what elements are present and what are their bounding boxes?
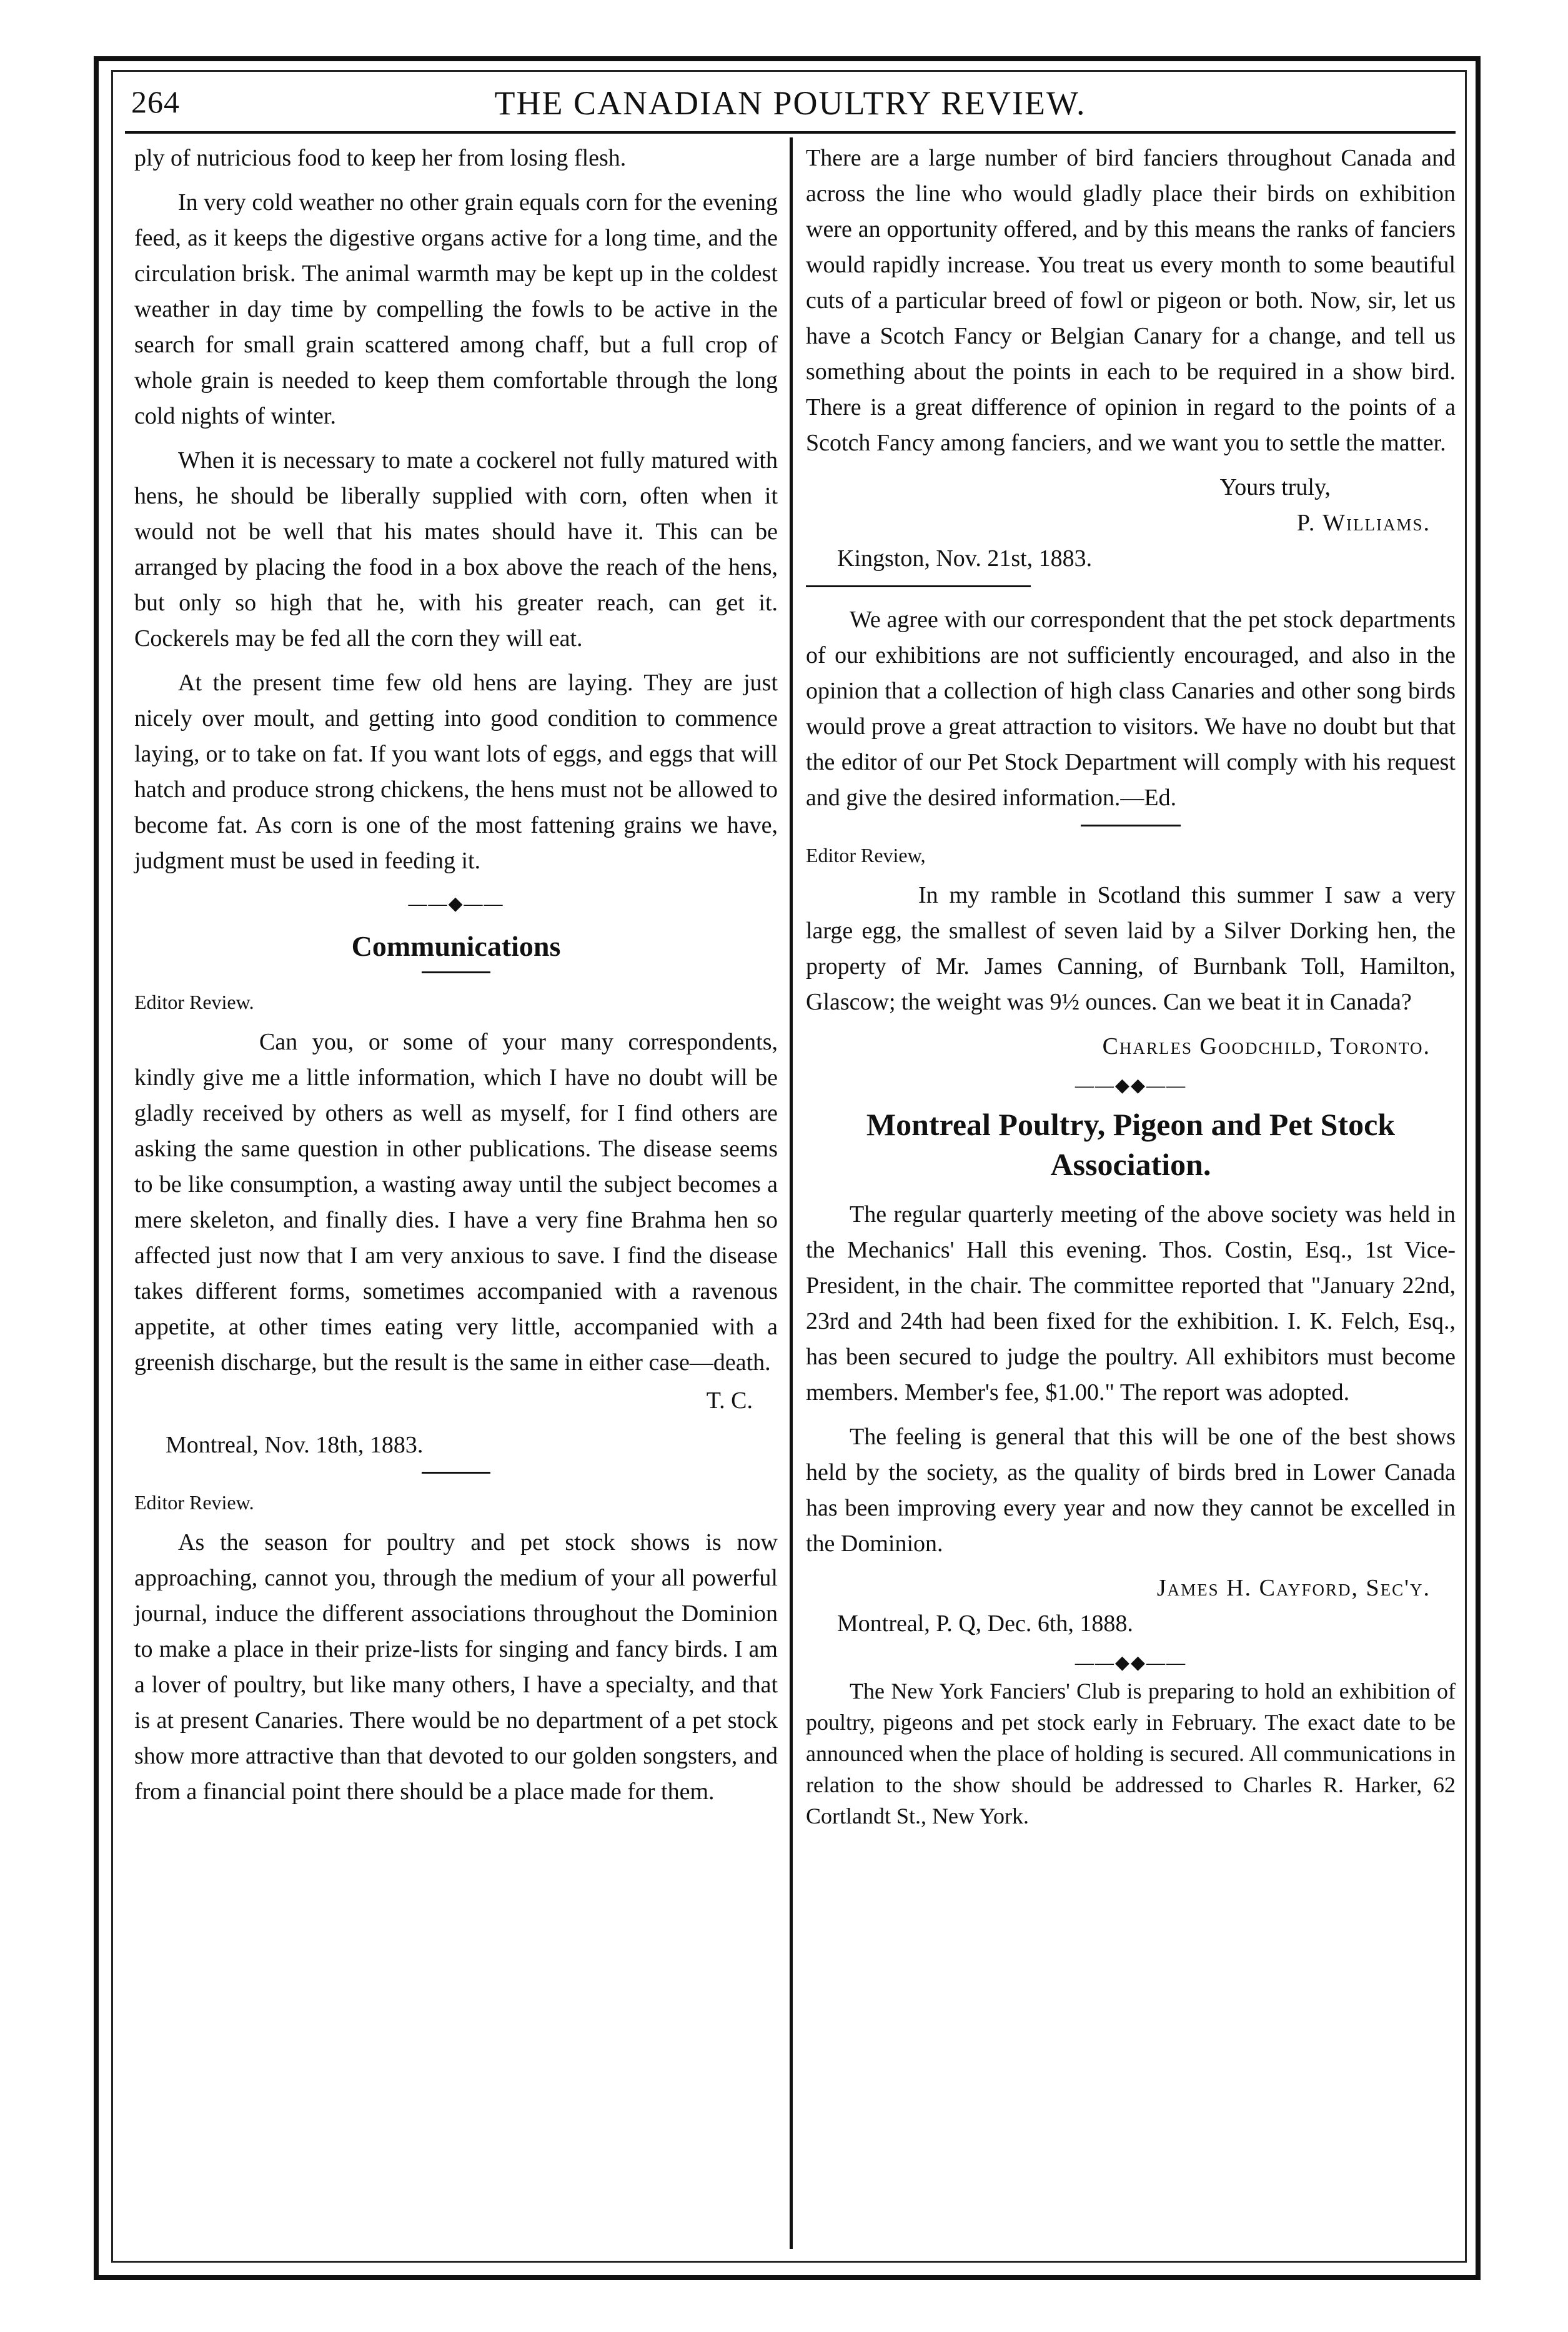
ornament-divider: ——◆◆—— [1074,1075,1187,1096]
letter-body-large-egg: In my ramble in Scotland this summer I saw a very large egg, the smallest of seven laid by a Silver Dorking hen, the property of Mr. James Canning, of Burnbank Toll, Hamilton, Glascow; the weight was 9½ ounces. Can we beat it in Canada? [806,882,1456,1015]
paragraph-cold-weather: In very cold weather no other grain equals corn for the evening feed, as it keeps the digestive organs active for a long time, and the circulation brisk. The animal warmth may be kept up in the coldest weather in day time by compelling the fowls to be active in the search for small grain scattered among chaff, but a full crop of whole grain is needed to keep them comfortable through the long cold nights of winter. [134,189,778,429]
letter-salutation: Editor Review. [134,991,254,1013]
letter-dateline-kingston: Kingston, Nov. 21st, 1883. [837,545,1093,572]
new-york-fanciers-notice: The New York Fanciers' Club is preparing to hold an exhibition of poultry, pigeons and pet stock early in February. The exact date to be announced when the place of holding is secured. All communications in relation to the show should be addressed to Charles R. Harker, 62 Cortlandt St., New York. [806,1679,1456,1828]
letter-salutation: Editor Review, [806,844,926,866]
letter-signature-goodchild: Charles Goodchild, Toronto. [1102,1033,1431,1059]
section-heading-communications: Communications [351,930,561,962]
left-column [134,141,778,1818]
letter-signature-tc: T. C. [706,1387,753,1414]
column-divider [790,137,793,2249]
page-number: 264 [131,84,180,119]
letter-dateline-montreal: Montreal, Nov. 18th, 1883. [166,1432,424,1458]
letter-signature-williams: P. Williams. [1296,510,1431,536]
letter-body-brahma: Can you, or some of your many correspondents, kindly give me a little information, which I have no doubt will be gladly received by others as well as myself, for I find others are asking the same question in other publications. The disease seems to be like consumption, a wasting away until the subject becomes a mere skeleton, and finally dies. I have a very fine Brahma hen so affected just now that I am very anxious to save. I find the disease takes different forms, sometimes accompanied with a ravenous appetite, at other times eating very little, accompanied with a greenish discharge, but the result is the same in either case—death. [134,1029,778,1376]
journal-title: THE CANADIAN POULTRY REVIEW. [494,84,1086,122]
short-rule [1081,825,1181,826]
association-feeling: The feeling is general that this will be one of the best shows held by the society, as the quality of birds bred in Lower Canada has been improving every year and now they cannot be excelled in the Dominion. [806,1424,1456,1557]
paragraph-cockerel: When it is necessary to mate a cockerel not fully matured with hens, he should be liberally supplied with corn, often when it would not be well that his mates should have it. This can be arranged by placing the food in a box above the reach of the hens, but only so high that he, with his greater reach, can get it. Cockerels may be fed all the corn they will eat. [134,447,778,652]
editor-reply: We agree with our correspondent that the pet stock departments of our exhibitions are not sufficiently encouraged, and also in the opinion that a collection of high class Canaries and other song birds would prove a great attraction to visitors. We have no doubt but that the editor of our Pet Stock Department will comply with his request and give the desired information.—Ed. [806,607,1456,811]
section-heading-montreal-association: Montreal Poultry, Pigeon and Pet Stock Association. [866,1107,1396,1182]
right-column [806,141,1456,1840]
association-report: The regular quarterly meeting of the above society was held in the Mechanics' Hall this evening. Thos. Costin, Esq., 1st Vice-President, in the chair. The committee reported that "January 22nd, 23rd and 24th had been fixed for the exhibition. I. K. Felch, Esq., has been secured to judge the poultry. All exhibitors must become members. Member's fee, $1.00." The report was adopted. [806,1201,1456,1406]
letter-salutation: Editor Review. [134,1491,254,1514]
association-dateline: Montreal, P. Q, Dec. 6th, 1888. [837,1610,1133,1637]
ornament-divider: ——◆◆—— [1074,1652,1187,1673]
letter-closing: Yours truly, [1219,474,1331,500]
letter-body-continued: There are a large number of bird fanciers throughout Canada and across the line who would gladly place their birds on exhibition were an opportunity offered, and by this means the ranks of fanciers would rapidly increase. You treat us every month to some beautiful cuts of a particular breed of fowl or pigeon or both. Now, sir, let us have a Scotch Fancy or Belgian Canary for a change, and tell us something about the points in each to be required in a show bird. There is a great difference of opinion in regard to the points of a Scotch Fancy among fanciers, and we want you to settle the matter. [806,145,1456,456]
page-header [125,75,1456,134]
short-rule [806,585,1031,587]
short-rule [422,971,490,973]
short-rule [422,1472,490,1474]
association-secretary-signature: James H. Cayford, Sec'y. [1156,1575,1431,1601]
paragraph-continued: ply of nutricious food to keep her from losing flesh. [134,145,627,171]
ornament-divider: ——◆—— [408,893,504,914]
paragraph-old-hens: At the present time few old hens are laying. They are just nicely over moult, and getting into good condition to commence laying, or to take on fat. If you want lots of eggs, and eggs that will hatch and produce strong chickens, the hens must not be allowed to become fat. As corn is one of the most fattening grains we have, judgment must be used in feeding it. [134,670,778,874]
letter-body-canaries: As the season for poultry and pet stock shows is now approaching, cannot you, through the medium of your all powerful journal, induce the different associations throughout the Dominion to make a place in their prize-lists for singing and fancy birds. I am a lover of poultry, but like many others, I have a specialty, and that is at present Canaries. There would be no department of a pet stock show more attractive than that devoted to our golden songsters, and from a financial point there should be a place made for them. [134,1529,778,1805]
